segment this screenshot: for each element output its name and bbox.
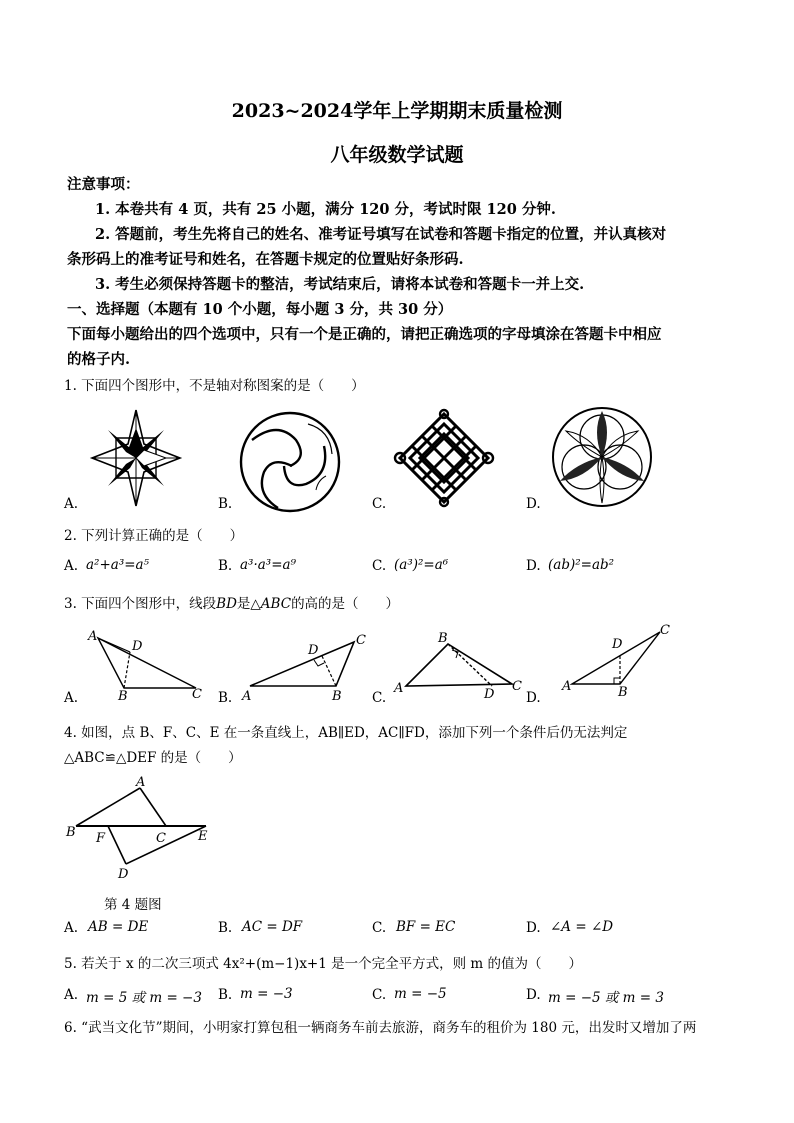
q3a-point-a: A	[88, 629, 98, 644]
section-heading: 一、选择题（本题有 10 个小题，每小题 3 分，共 30 分）	[67, 301, 453, 318]
q4-point-e: E	[198, 829, 208, 844]
note-3: 3. 考生必须保持答题卡的整洁，考试结束后，请将本试卷和答题卡一并上交.	[95, 276, 585, 293]
q4-point-c: C	[156, 831, 166, 846]
q3-figure-b	[240, 630, 370, 704]
q3-stem-b: BD	[216, 596, 237, 612]
q3-stem-d: △ABC	[250, 596, 292, 612]
q4-stem-b: △ABC≌△DEF 的是（ ）	[64, 750, 242, 766]
q3-figure-d	[560, 623, 680, 700]
exam-title: 2023~2024学年上学期期末质量检测	[231, 100, 563, 122]
q3a-point-c: C	[192, 687, 202, 702]
q5-label-a: A.	[64, 987, 79, 1003]
q3c-point-d: D	[484, 687, 495, 702]
q1-figure-b	[238, 410, 342, 514]
q4-label-c: C.	[372, 920, 387, 936]
q4-option-d: ∠A = ∠D	[550, 919, 614, 935]
q2-label-c: C.	[372, 558, 387, 574]
q1-figure-a	[86, 408, 186, 508]
q4-point-d: D	[118, 867, 129, 882]
q3-label-d: D.	[526, 690, 541, 706]
q5-option-d: m = −5 或 m = 3	[548, 990, 664, 1006]
q3c-point-a: A	[394, 681, 404, 696]
q3d-point-d: D	[612, 637, 623, 652]
exam-subtitle: 八年级数学试题	[330, 144, 464, 166]
q4-point-b: B	[66, 825, 76, 840]
q2-option-b: a³·a³=a⁹	[240, 557, 296, 573]
q2-option-c: (a³)²=a⁶	[394, 557, 449, 573]
q3-stem-a: 3. 下面四个图形中，线段	[64, 596, 217, 612]
section-instruction-b: 的格子内.	[67, 351, 131, 368]
q3d-point-a: A	[562, 679, 572, 694]
q4-option-c: BF = EC	[396, 919, 456, 935]
q6-stem: 6. “武当文化节”期间，小明家打算包租一辆商务车前去旅游，商务车的租价为 180 元，出发时又增加了两	[64, 1020, 697, 1036]
q3-label-c: C.	[372, 690, 387, 706]
q1-figure-c	[392, 410, 496, 506]
q5-label-d: D.	[526, 987, 541, 1003]
q4-point-f: F	[96, 831, 106, 846]
q2-label-a: A.	[64, 558, 79, 574]
q1-stem: 1. 下面四个图形中，不是轴对称图案的是（ ）	[64, 378, 365, 394]
q3b-point-d: D	[308, 643, 319, 658]
q2-label-b: B.	[218, 558, 233, 574]
q3-stem-c: 是	[236, 596, 251, 612]
q4-point-a: A	[136, 775, 146, 790]
q4-figure-caption: 第 4 题图	[104, 897, 162, 913]
q3-figure-c	[392, 630, 532, 700]
q3b-point-b: B	[332, 689, 342, 704]
q4-figure	[62, 775, 222, 890]
q3d-point-c: C	[660, 623, 670, 638]
q5-label-b: B.	[218, 987, 233, 1003]
q4-option-a: AB = DE	[88, 919, 149, 935]
q4-label-d: D.	[526, 920, 541, 936]
q1-label-c: C.	[372, 496, 387, 512]
note-2a: 2. 答题前，考生先将自己的姓名、准考证号填写在试卷和答题卡指定的位置，并认真核对	[95, 226, 667, 243]
note-2b: 条形码上的准考证号和姓名，在答题卡规定的位置贴好条形码.	[67, 251, 464, 268]
section-instruction-a: 下面每小题给出的四个选项中，只有一个是正确的，请把正确选项的字母填涂在答题卡中相应	[67, 326, 662, 343]
q1-label-b: B.	[218, 496, 233, 512]
q5-option-c: m = −5	[394, 986, 447, 1002]
q2-option-d: (ab)²=ab²	[548, 557, 615, 573]
q5-option-b: m = −3	[240, 986, 293, 1002]
q1-label-a: A.	[64, 496, 79, 512]
q1-label-d: D.	[526, 496, 541, 512]
q4-stem-a: 4. 如图，点 B、F、C、E 在一条直线上，AB∥ED，AC∥FD，添加下列一个条件后仍无法判定	[64, 725, 628, 741]
q3b-point-c: C	[356, 633, 366, 648]
notes-heading: 注意事项：	[67, 176, 140, 193]
q4-label-b: B.	[218, 920, 233, 936]
note-1: 1. 本卷共有 4 页，共有 25 小题，满分 120 分，考试时限 120 分钟.	[95, 201, 556, 218]
q3-stem	[64, 592, 399, 612]
q5-stem: 5. 若关于 x 的二次三项式 4x²+(m−1)x+1 是一个完全平方式，则 m 的值为（ ）	[64, 956, 583, 972]
q3-stem-e: 的高的是（ ）	[291, 596, 400, 612]
q5-option-a: m = 5 或 m = −3	[86, 990, 202, 1006]
q4-option-b: AC = DF	[242, 919, 303, 935]
q2-stem: 2. 下列计算正确的是（ ）	[64, 528, 244, 544]
q3-label-a: A.	[64, 690, 79, 706]
q3a-point-d: D	[132, 639, 143, 654]
q4-label-a: A.	[64, 920, 79, 936]
q2-option-a: a²+a³=a⁵	[86, 557, 150, 573]
q3-label-b: B.	[218, 690, 233, 706]
q3-figure-a	[86, 629, 206, 704]
q3b-point-a: A	[242, 689, 252, 704]
q3c-point-c: C	[512, 679, 522, 694]
q3a-point-b: B	[118, 689, 128, 704]
q3d-point-b: B	[618, 685, 628, 700]
q1-figure-d	[550, 405, 654, 509]
q5-label-c: C.	[372, 987, 387, 1003]
q2-label-d: D.	[526, 558, 541, 574]
q3c-point-b: B	[438, 631, 448, 646]
